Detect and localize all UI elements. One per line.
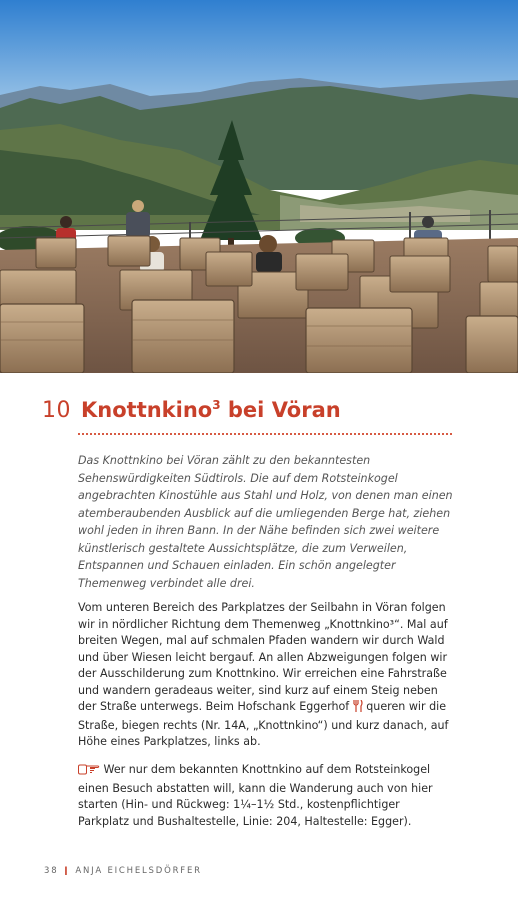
intro-paragraph (78, 452, 454, 592)
tip-text: Wer nur dem bekannten Knottnkino auf dem Rotsteinkogel einen Besuch abstatten will, kann die Wanderung auch von hier starten (Hin- und Rückweg: 1¼–1½ Std., kostenpflichtiger Parkplatz und Bushaltestelle, Linie: 204, Haltestelle: Egger). (78, 763, 433, 828)
route-description (78, 600, 454, 751)
page-footer (44, 864, 202, 878)
header-photo (0, 0, 518, 373)
route-text-part-1: Vom unteren Bereich des Parkplatzes der Seilbahn in Vöran folgen wir in nördlicher Richtung dem Themenweg „Knottnkino³“. Mal auf breiten Wegen, mal auf schmalen Pfaden wandern wir durch Wald und über Wiesen leicht bergauf. An allen Abzweigungen folgen wir der Ausschilderung zum Knottnkino. Wir erreichen eine Fahrstraße und wandern geradeaus weiter, sind kurz auf einem Steig neben der Straße unterwegs. Beim Hofschank Eggerhof (78, 601, 448, 713)
mountain-panorama-photo (0, 0, 518, 373)
tip-content (78, 762, 454, 830)
chapter-title-rest: bei Vöran (220, 398, 341, 422)
author-name: ANJA EICHELSDÖRFER (75, 866, 202, 876)
fork-knife-icon (353, 700, 363, 718)
chapter-title (81, 398, 341, 422)
chapter-title-main: Knottnkino (81, 398, 213, 422)
intro-text: Das Knottnkino bei Vöran zählt zu den bekanntesten Sehenswürdigkeiten Südtirols. Die auf dem Rotsteinkogel angebrachten Kinostühle aus Stahl und Holz, von denen man einen atemberaubenden Ausblick auf die umliegenden Berge hat, ziehen wohl jeden in ihren Bann. In der Nähe befinden sich zwei weitere künstlerisch gestaltete Aussichtsplätze, die zum Verweilen, Entspannen und Schauen einladen. Ein schön angelegter Themenweg verbindet alle drei. (78, 454, 453, 590)
route-paragraph (78, 600, 454, 751)
tip-paragraph (78, 762, 454, 830)
chapter-title-superscript: 3 (212, 398, 221, 412)
chapter-number: 10 (42, 398, 71, 423)
dotted-divider (78, 433, 452, 435)
route-text-part-2: queren wir die Straße, biegen rechts (Nr. 14A, „Knottnkino“) und kurz danach, auf Höhe eines Parkplatzes, links ab. (78, 700, 449, 748)
page-number: 38 (44, 866, 59, 876)
pointing-hand-icon (78, 763, 100, 781)
chapter-heading (42, 398, 462, 438)
footer-separator-icon: ǀ (64, 866, 70, 876)
